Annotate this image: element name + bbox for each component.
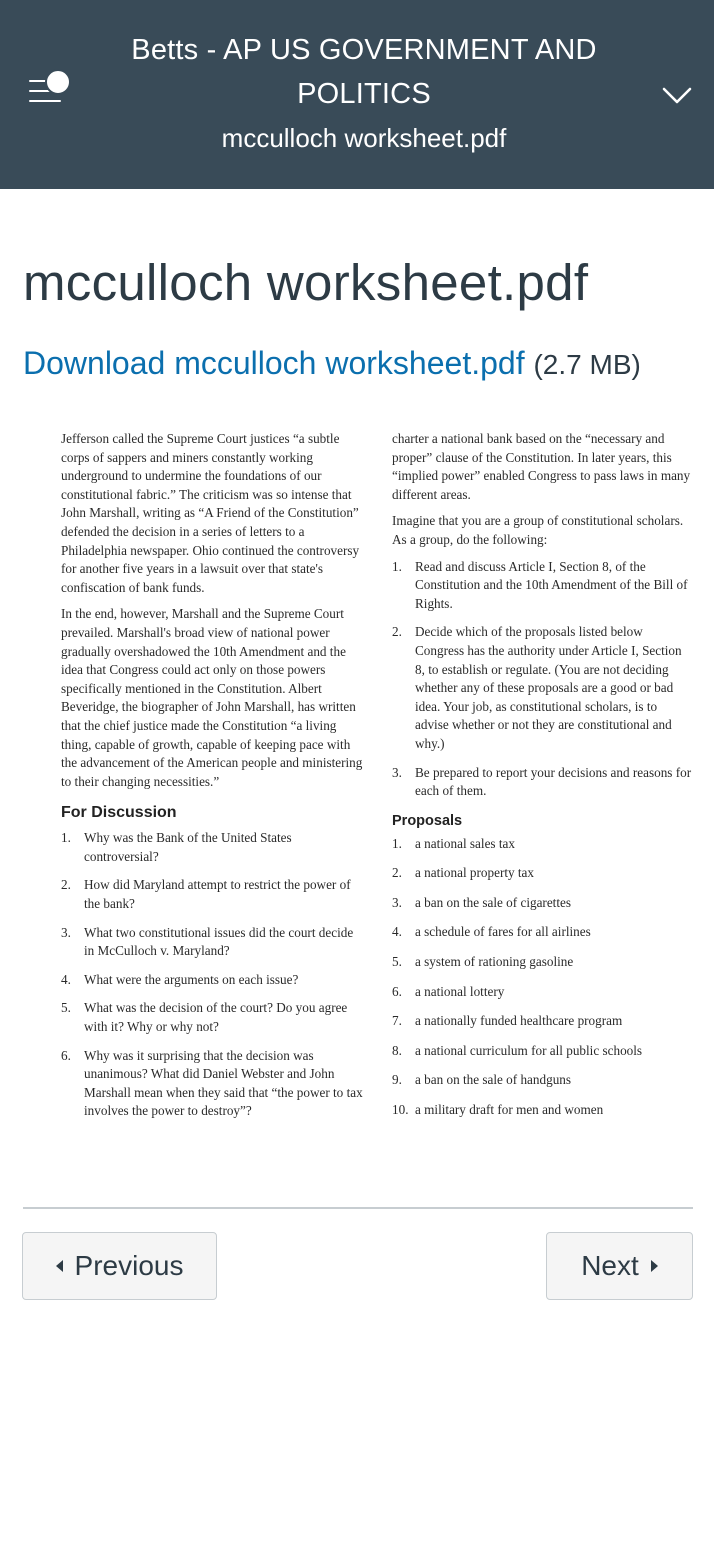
main-content <box>23 190 693 388</box>
list-item: 4. What were the arguments on each issue? <box>61 971 299 987</box>
list-item-text: Decide which of the proposals listed below Congress has the authority under Article I, Section 8, to establish or regulate. (You are not deciding whether any of these proposals are a good or bad idea. Your job, as constitutional scholars, is to advise whether or not they are constitutional and why.) <box>415 624 682 751</box>
document-right-column <box>392 430 692 1131</box>
list-item: 3. Be prepared to report your decisions and reasons for each of them. <box>392 764 692 799</box>
notification-dot-icon <box>45 69 71 95</box>
previous-button[interactable] <box>22 1232 217 1300</box>
list-item-text: Why was the Bank of the United States controversial? <box>84 830 292 864</box>
list-item: 5. a system of rationing gasoline <box>392 954 574 970</box>
list-item-text: What two constitutional issues did the court decide in McCulloch v. Maryland? <box>84 924 354 959</box>
list-item: 6. a national lottery <box>392 983 505 999</box>
next-label: Next <box>581 1250 639 1281</box>
list-item: 4. a schedule of fares for all airlines <box>392 924 591 940</box>
chevron-down-icon <box>652 70 702 120</box>
list-item-text: How did Maryland attempt to restrict the power of the bank? <box>84 877 351 912</box>
menu-button[interactable] <box>20 62 76 118</box>
download-line <box>23 340 693 388</box>
proposals-list <box>392 835 692 1120</box>
discussion-heading: For Discussion <box>61 804 177 822</box>
header-page-subtitle: mcculloch worksheet.pdf <box>221 123 507 153</box>
document-left-column <box>61 430 365 1131</box>
list-item: 1. a national sales tax <box>392 835 515 851</box>
download-link[interactable]: Download mcculloch worksheet.pdf <box>23 345 525 381</box>
list-item-text: a national property tax <box>415 865 535 881</box>
list-item: 2. Decide which of the proposals listed below Congress has the authority under Article I, Section 8, to establish or regulate. (You are not deciding whether any of these proposals are a good or bad idea. Your job, as constitutional scholars, is to advise whether or not they are constitutional and why.) <box>392 624 682 751</box>
document-preview <box>23 430 693 1168</box>
list-item: 2. How did Maryland attempt to restrict the power of the bank? <box>61 877 351 912</box>
document-paragraph: Jefferson called the Supreme Court justices “a subtle corps of sappers and miners constantly working underground to undermine the foundations of our constitutional fabric.” The criticism was so intense that John Marshall, writing as “A Friend of the Constitution” defended the decision in a series of letters to a Philadelphia newspaper. Ohio continued the controversy for another five years in a lawsuit over that state's confiscation of bank funds. <box>61 431 360 595</box>
list-item: 1. Why was the Bank of the United States controversial? <box>61 830 292 864</box>
list-item: 2. a national property tax <box>392 865 535 881</box>
list-item-text: Be prepared to report your decisions and reasons for each of them. <box>415 764 692 799</box>
document-paragraph: In the end, however, Marshall and the Supreme Court prevailed. Marshall's broad view of national power gradually overshadowed the 10th Amendment and the idea that Congress could act only on those powers specifically mentioned in the Constitution. Albert Beveridge, the biographer of John Marshall, has written that the chief justice made the Constitution “a living thing, capable of growth, capable of keeping pace with the advancement of the American people and ministering to their changing necessities.” <box>61 606 363 789</box>
caret-right-icon <box>651 1260 658 1272</box>
caret-left-icon <box>56 1260 63 1272</box>
list-item: 1. Read and discuss Article I, Section 8, of the Constitution and the 10th Amendment of the Bill of Rights. <box>392 558 688 611</box>
list-item: 10. a military draft for men and women <box>392 1102 604 1118</box>
discussion-list <box>61 829 365 1121</box>
list-item: 9. a ban on the sale of handguns <box>392 1072 572 1088</box>
previous-label: Previous <box>74 1250 184 1281</box>
list-item-text: a military draft for men and women <box>415 1102 604 1118</box>
list-item: 3. What two constitutional issues did the court decide in McCulloch v. Maryland? <box>61 924 354 959</box>
list-item-text: Read and discuss Article I, Section 8, of the Constitution and the 10th Amendment of the Bill of Rights. <box>415 558 688 611</box>
task-list <box>392 558 692 801</box>
document-paragraph: Imagine that you are a group of constitutional scholars. As a group, do the following: <box>392 513 684 547</box>
list-item: 3. a ban on the sale of cigarettes <box>392 894 571 910</box>
list-item-text: a nationally funded healthcare program <box>415 1013 623 1029</box>
list-item-text: a system of rationing gasoline <box>415 954 574 970</box>
list-item-text: a ban on the sale of cigarettes <box>415 894 571 910</box>
list-item-text: a ban on the sale of handguns <box>415 1072 572 1088</box>
app-header <box>0 0 714 189</box>
list-item-text: a schedule of fares for all airlines <box>415 924 591 940</box>
header-titles <box>120 28 608 160</box>
list-item: 7. a nationally funded healthcare program <box>392 1013 623 1029</box>
divider <box>23 1207 693 1209</box>
page-title: mcculloch worksheet.pdf <box>23 254 589 311</box>
list-item-text: What was the decision of the court? Do you agree with it? Why or why not? <box>84 1000 348 1035</box>
list-item-text: a national lottery <box>415 983 505 999</box>
proposals-heading: Proposals <box>392 812 463 829</box>
list-item: 5. What was the decision of the court? Do you agree with it? Why or why not? <box>61 1000 348 1035</box>
course-title: Betts - AP US GOVERNMENT AND POLITICS <box>131 34 597 110</box>
next-button[interactable] <box>546 1232 693 1300</box>
list-item-text: What were the arguments on each issue? <box>84 971 299 987</box>
expand-button[interactable] <box>652 70 702 120</box>
list-item-text: a national sales tax <box>415 835 515 851</box>
document-paragraph: charter a national bank based on the “necessary and proper” clause of the Constitution. In later years, this “implied power” enabled Congress to pass laws in many different areas. <box>392 431 691 502</box>
list-item-text: Why was it surprising that the decision was unanimous? What did Daniel Webster and John Marshall mean when they said that “the power to tax involves the power to destroy”? <box>84 1047 363 1119</box>
list-item: 6. Why was it surprising that the decision was unanimous? What did Daniel Webster and John Marshall mean when they said that “the power to tax involves the power to destroy”? <box>61 1047 363 1119</box>
hamburger-menu-icon-bar <box>29 100 61 102</box>
file-size: (2.7 MB) <box>533 349 641 380</box>
list-item: 8. a national curriculum for all public schools <box>392 1042 643 1058</box>
list-item-text: a national curriculum for all public schools <box>415 1042 643 1058</box>
